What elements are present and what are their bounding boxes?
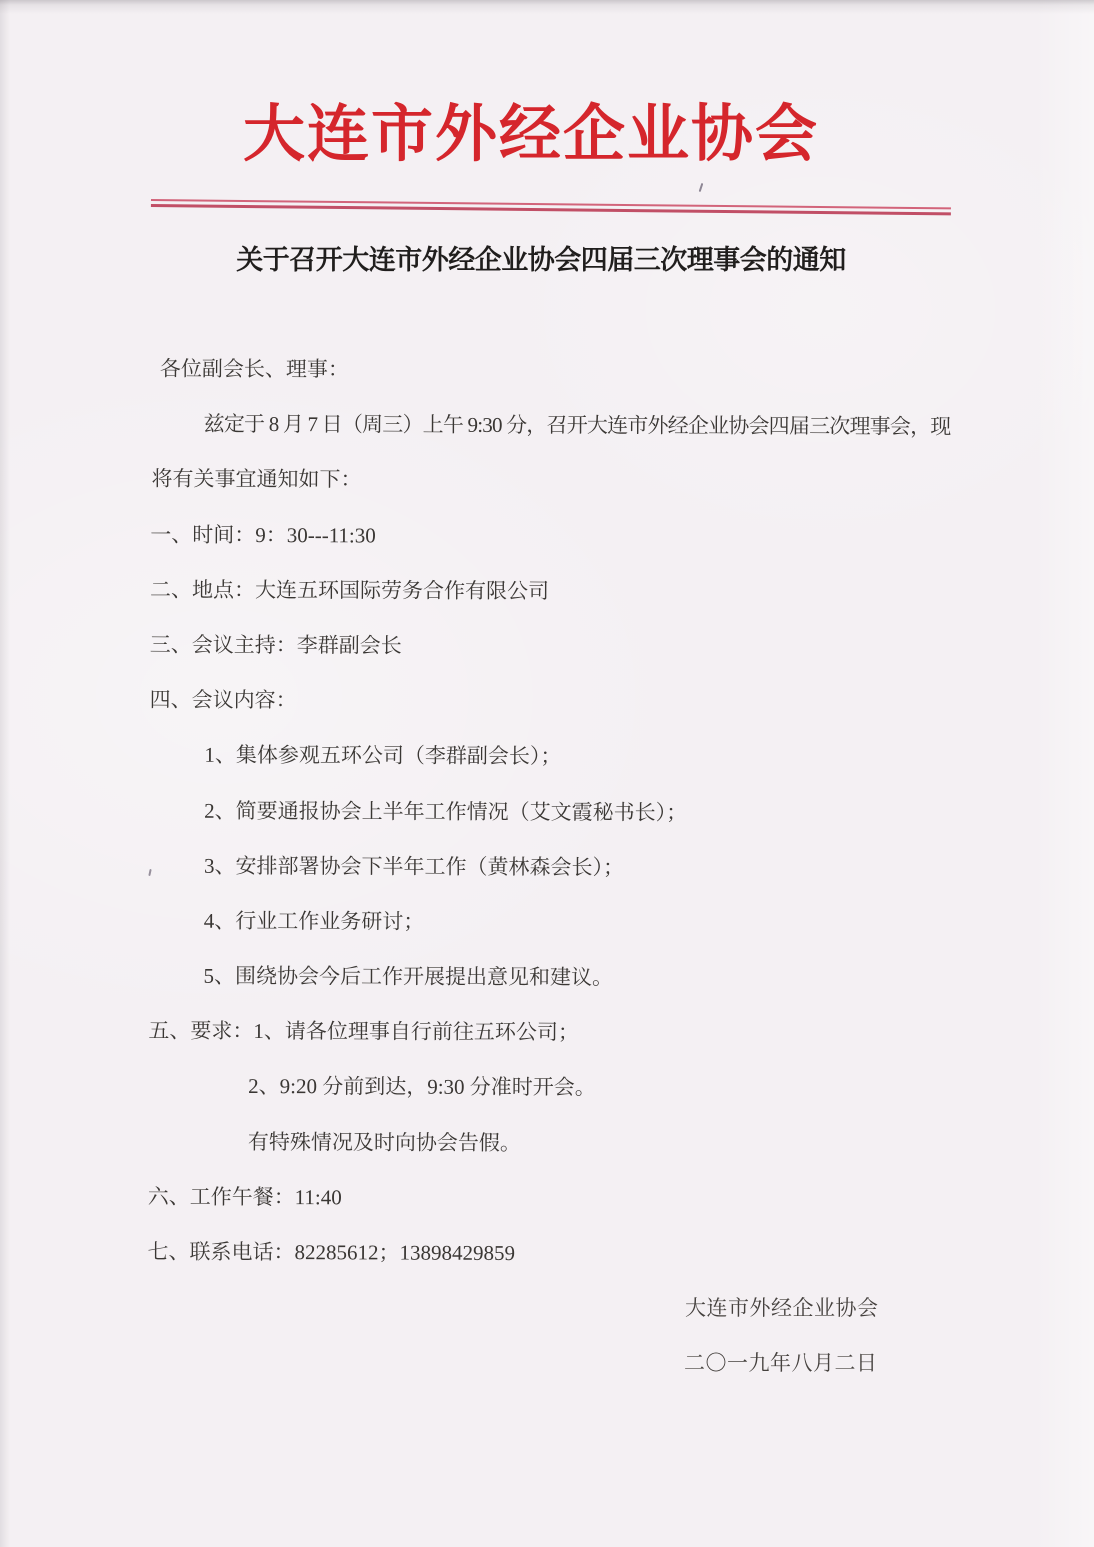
agenda-item-4: 4、行业工作业务研讨； <box>203 908 425 934</box>
letterhead-rule <box>151 199 951 215</box>
agenda-item-3: 3、安排部署协会下半年工作（黄林森会长）； <box>203 853 625 880</box>
notice-body <box>0 341 1094 1283</box>
notice-heading: 关于召开大连市外经企业协会四届三次理事会的通知 <box>236 245 846 275</box>
agenda-item-5: 5、围绕协会今后工作开展提出意见和建议。 <box>203 963 614 990</box>
requirement-note: 有特殊情况及时向协会告假。 <box>247 1129 521 1155</box>
item-lunch: 六、工作午餐：11:40 <box>147 1184 342 1210</box>
signature-date: 二〇一九年八月二日 <box>684 1351 878 1375</box>
letterhead-org-name: 大连市外经企业协会 <box>242 101 819 169</box>
agenda-item-2: 2、简要通报协会上半年工作情况（艾文霞秘书长）； <box>204 798 688 825</box>
scan-artifact-tick <box>699 183 704 192</box>
item-location: 二、地点：大连五环国际劳务合作有限公司 <box>150 577 550 603</box>
item-contact: 七、联系电话：82285612；13898429859 <box>147 1239 516 1265</box>
item-host: 三、会议主持：李群副会长 <box>149 632 402 658</box>
signature-org-name: 大连市外经企业协会 <box>685 1296 879 1320</box>
item-time: 一、时间：9：30---11:30 <box>150 522 376 548</box>
item-requirements: 五、要求：1、请各位理事自行前往五环公司； <box>148 1018 579 1045</box>
salutation-line: 各位副会长、理事： <box>159 356 349 382</box>
requirement-2: 2、9:20 分前到达，9:30 分准时开会。 <box>248 1074 596 1100</box>
intro-line-2: 将有关事宜通知如下： <box>151 466 362 492</box>
item-agenda-header: 四、会议内容： <box>149 687 297 713</box>
agenda-item-1: 1、集体参观五环公司（李群副会长）； <box>204 743 562 769</box>
intro-line-1: 兹定于 8 月 7 日（周三）上午 9:30 分，召开大连市外经企业协会四届三次理事会，现 <box>203 411 951 439</box>
